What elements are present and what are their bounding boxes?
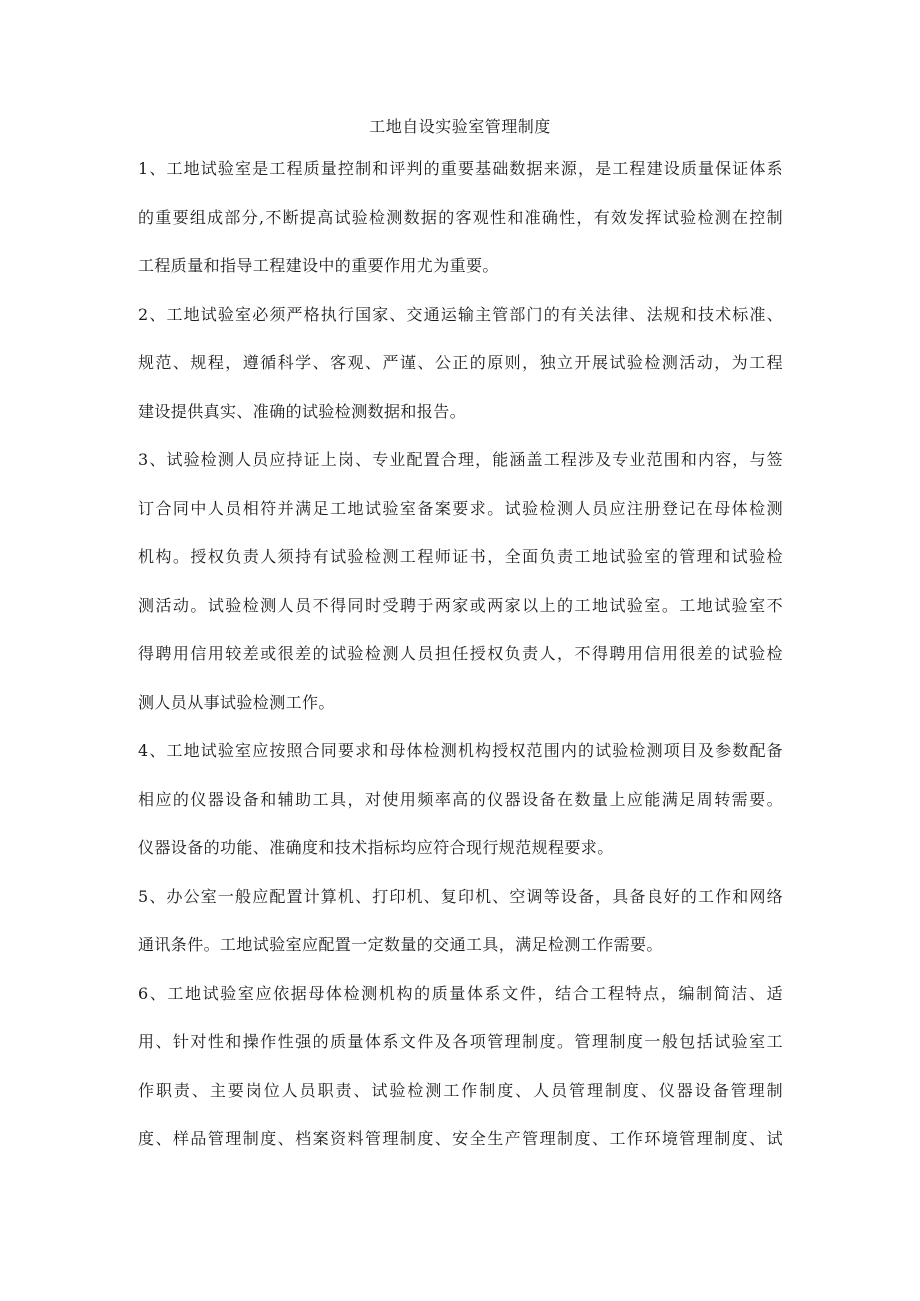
paragraph-6-line-1: 6、工地试验室应依据母体检测机构的质量体系文件，结合工程特点，编制简洁、适 [138,983,783,1003]
paragraph-4-line-3: 仪器设备的功能、准确度和技术指标均应符合现行规范规程要求。 [138,838,614,857]
paragraph-3-line-2: 订合同中人员相符并满足工地试验室备案要求。试验检测人员应注册登记在母体检测 [138,498,783,518]
paragraph-2-line-3: 建设提供真实、准确的试验检测数据和报告。 [138,401,467,421]
paragraph-1-line-3: 工程质量和指导工程建设中的重要作用尤为重要。 [138,256,499,275]
paragraph-2-line-2: 规范、规程，遵循科学、客观、严谨、公正的原则，独立开展试验检测活动，为工程 [138,353,783,372]
document-body [138,152,783,1171]
paragraph-6-line-2: 用、针对性和操作性强的质量体系文件及各项管理制度。管理制度一般包括试验室工 [138,1032,783,1051]
paragraph-3-line-3: 机构。授权负责人须持有试验检测工程师证书，全面负责工地试验室的管理和试验检 [138,547,783,566]
document-title: 工地自设实验室管理制度 [369,117,551,136]
paragraph-4-line-1: 4、工地试验室应按照合同要求和母体检测机构授权范围内的试验检测项目及参数配备 [138,741,783,760]
paragraph-3-line-4: 测活动。试验检测人员不得同时受聘于两家或两家以上的工地试验室。工地试验室不 [138,595,783,615]
paragraph-5-line-1: 5、办公室一般应配置计算机、打印机、复印机、空调等设备，具备良好的工作和网络 [138,886,783,906]
paragraph-2-line-1: 2、工地试验室必须严格执行国家、交通运输主管部门的有关法律、法规和技术标准、 [138,304,783,324]
paragraph-3-line-5: 得聘用信用较差或很差的试验检测人员担任授权负责人，不得聘用信用很差的试验检 [138,644,783,663]
paragraph-4-line-2: 相应的仪器设备和辅助工具，对使用频率高的仪器设备在数量上应能满足周转需要。 [138,789,783,809]
paragraph-1-line-2: 的重要组成部分,不断提高试验检测数据的客观性和准确性，有效发挥试验检测在控制 [138,207,783,227]
paragraph-1-line-1: 1、工地试验室是工程质量控制和评判的重要基础数据来源，是工程建设质量保证体系 [138,159,783,178]
paragraph-3-line-1: 3、试验检测人员应持证上岗、专业配置合理，能涵盖工程涉及专业范围和内容，与签 [138,450,783,469]
paragraph-6-line-4: 度、样品管理制度、档案资料管理制度、安全生产管理制度、工作环境管理制度、试 [138,1129,783,1148]
paragraph-5-line-2: 通讯条件。工地试验室应配置一定数量的交通工具，满足检测工作需要。 [138,935,663,954]
paragraph-6-line-3: 作职责、主要岗位人员职责、试验检测工作制度、人员管理制度、仪器设备管理制 [138,1080,783,1100]
paragraph-3-line-6: 测人员从事试验检测工作。 [138,692,335,712]
